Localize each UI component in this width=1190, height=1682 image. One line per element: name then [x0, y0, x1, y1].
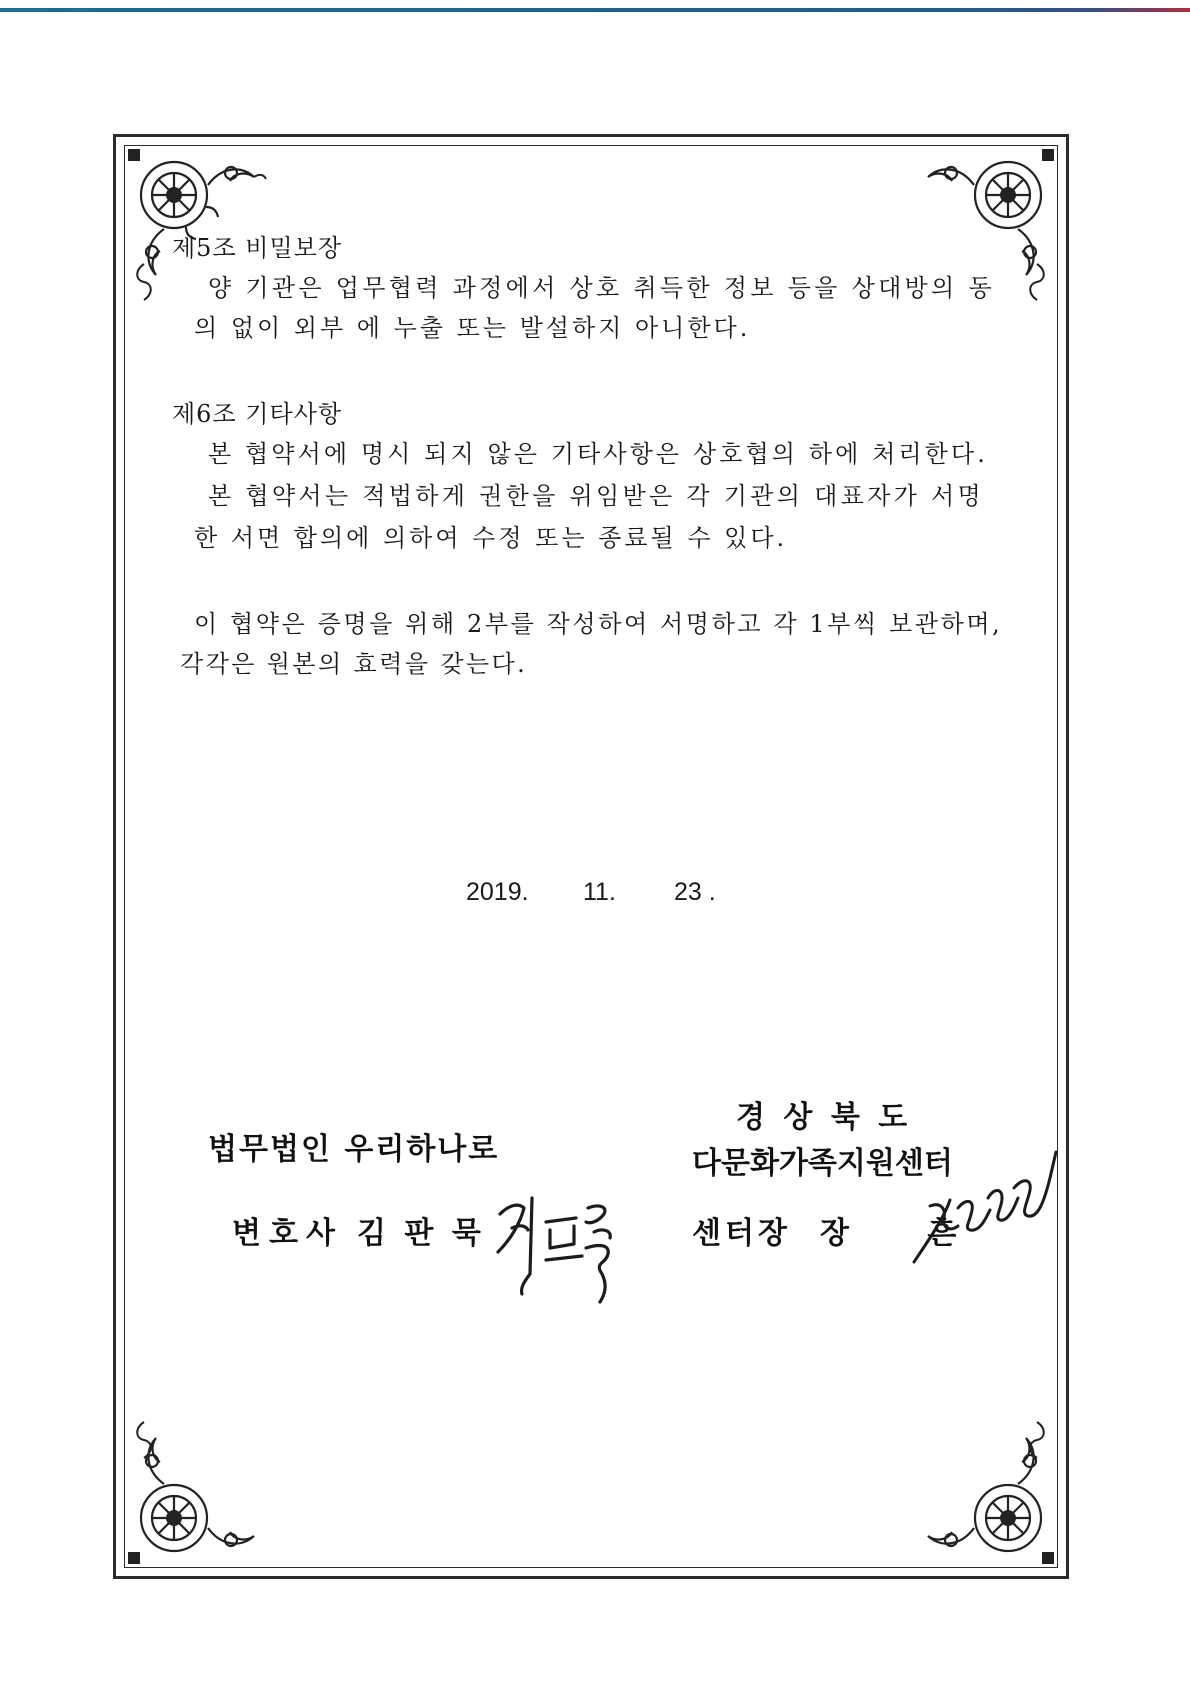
scroll-ornament-icon	[133, 1420, 155, 1460]
date-day: 23 .	[674, 878, 716, 906]
date-year: 2019.	[466, 878, 529, 906]
left-name: 김 판 묵	[357, 1216, 485, 1251]
closing-line-1: 이 협약은 증명을 위해 2부를 작성하여 서명하고 각 1부씩 보관하며,	[194, 610, 1003, 638]
right-name: 장 흔	[820, 1216, 991, 1251]
left-title: 변호사	[232, 1216, 343, 1251]
article6-line-2: 본 협약서는 적법하게 권한을 위임받은 각 기관의 대표자가 서명	[208, 482, 985, 510]
article6-heading: 제6조 기타사항	[172, 400, 343, 428]
article5-line-2: 의 없이 외부 에 누출 또는 발설하지 아니한다.	[194, 314, 751, 342]
left-signature	[490, 1178, 632, 1304]
date-month: 11.	[583, 878, 616, 906]
article6-line-1: 본 협약서에 명시 되지 않은 기타사항은 상호협의 하에 처리한다.	[208, 440, 988, 468]
right-signature	[910, 1148, 1058, 1266]
right-title: 센터장	[692, 1216, 791, 1251]
scroll-ornament-icon	[1026, 1420, 1048, 1460]
top-color-rule	[0, 8, 1190, 12]
article5-line-1: 양 기관은 업무협력 과정에서 상호 취득한 정보 등을 상대방의 동	[208, 274, 995, 302]
right-organization-line2: 다문화가족지원센터	[692, 1146, 953, 1181]
scroll-ornament-icon	[1026, 262, 1048, 302]
decorative-frame-inner	[124, 145, 1058, 1568]
article6-line-3: 한 서면 합의에 의하여 수정 또는 종료될 수 있다.	[194, 524, 788, 552]
left-organization: 법무법인 우리하나로	[208, 1132, 500, 1167]
closing-line-2: 각각은 원본의 효력을 갖는다.	[180, 650, 528, 678]
right-organization-line1: 경 상 북 도	[736, 1100, 912, 1135]
scroll-ornament-icon	[133, 262, 155, 302]
article5-heading: 제5조 비밀보장	[172, 234, 343, 262]
